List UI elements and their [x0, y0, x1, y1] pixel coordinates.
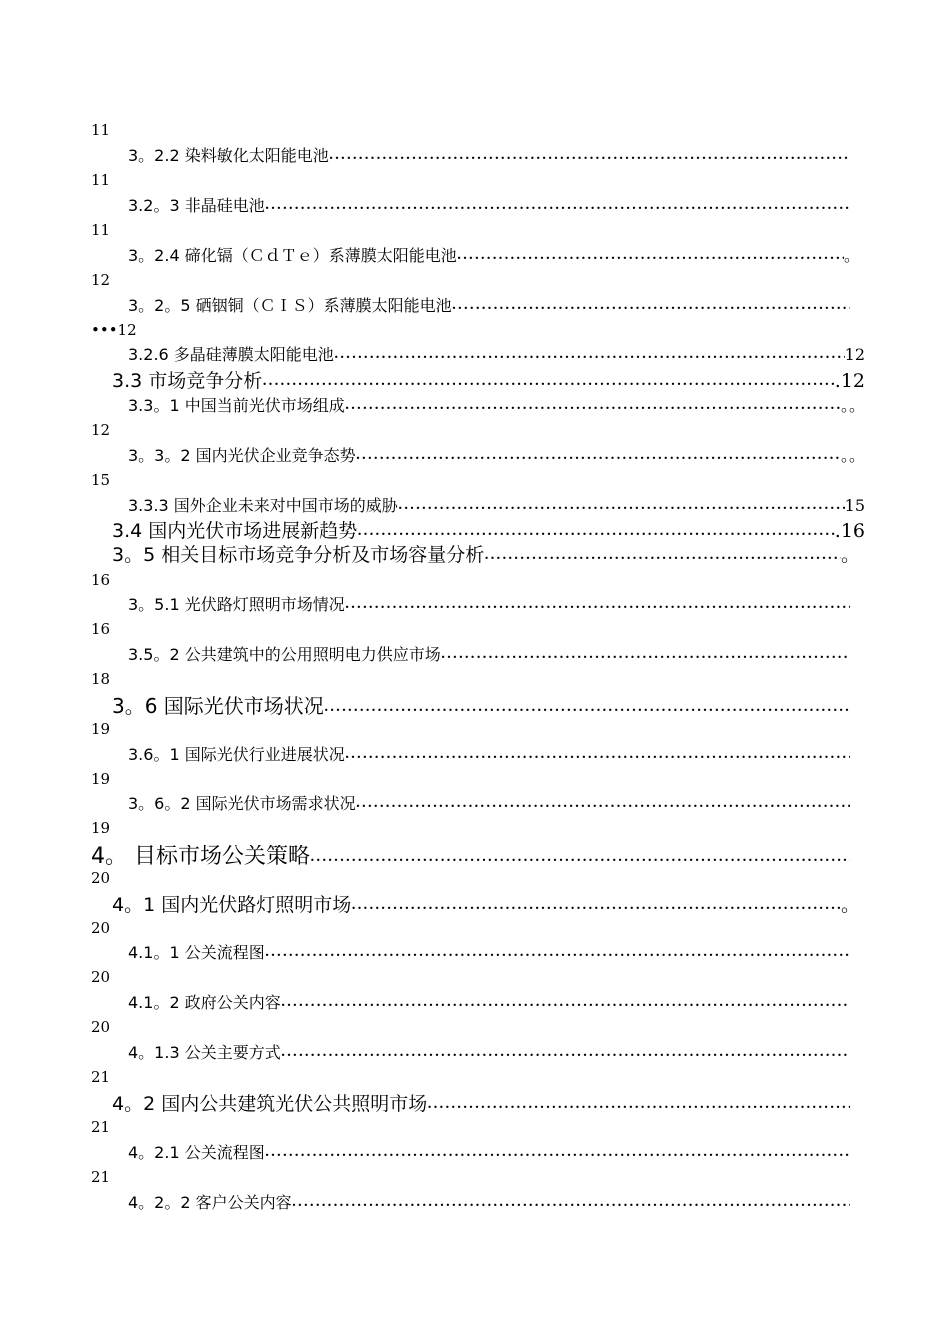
- toc-leader-dots: [281, 994, 850, 1012]
- toc-entry-page: 。: [843, 247, 860, 265]
- toc-entry-page: .16: [834, 521, 865, 542]
- page-number-line: 11: [91, 172, 111, 189]
- toc-entry[interactable]: [128, 447, 865, 465]
- toc-leader-dots: [345, 397, 841, 415]
- page-number-line: 19: [91, 721, 111, 738]
- toc-entry[interactable]: [128, 497, 865, 515]
- toc-entry-title: 3。5 相关目标市场竞争分析及市场容量分析: [112, 545, 485, 566]
- toc-leader-dots: [324, 695, 850, 717]
- toc-entry-title: 3.4 国内光伏市场进展新趋势: [112, 521, 358, 542]
- toc-leader-dots: [484, 545, 841, 566]
- toc-entry-title: 3.3.3 国外企业未来对中国市场的威胁: [128, 497, 398, 515]
- page-number-line: 20: [91, 920, 111, 937]
- page-number-line: 16: [91, 621, 111, 638]
- toc-entry-page: 12: [844, 346, 865, 364]
- toc-entry-page: .12: [834, 371, 865, 392]
- toc-entry-title: 3.3 市场竞争分析: [112, 371, 263, 392]
- toc-leader-dots: [356, 795, 850, 813]
- toc-entry-title: 4.1。2 政府公关内容: [128, 994, 281, 1012]
- toc-entry-title: 3.2。3 非晶硅电池: [128, 197, 265, 215]
- page-number-line: •••12: [91, 322, 137, 339]
- page-number-line: 21: [91, 1119, 111, 1136]
- toc-entry-title: 3。2。5 硒铟铜（ＣＩＳ）系薄膜太阳能电池: [128, 297, 452, 315]
- toc-leader-dots: [265, 1144, 850, 1162]
- toc-entry-title: 3。6。2 国际光伏市场需求状况: [128, 795, 356, 813]
- page-number-line: 18: [91, 671, 111, 688]
- toc-leader-dots: [292, 1194, 850, 1212]
- toc-entry-title: 3。3。2 国内光伏企业竞争态势: [128, 447, 356, 465]
- toc-leader-dots: [334, 346, 845, 364]
- page-number-line: 20: [91, 870, 111, 887]
- toc-entry-title: 3.5。2 公共建筑中的公用照明电力供应市场: [128, 646, 441, 664]
- toc-entry[interactable]: [128, 646, 850, 664]
- toc-entry-title: 3.6。1 国际光伏行业进展状况: [128, 746, 345, 764]
- toc-entry[interactable]: [128, 746, 850, 764]
- toc-entry[interactable]: [128, 397, 865, 415]
- toc-entry-title: 3。2.2 染料敏化太阳能电池: [128, 147, 329, 165]
- toc-entry-title: 4.1。1 公关流程图: [128, 944, 265, 962]
- page-number-line: 16: [91, 572, 111, 589]
- toc-leader-dots: [345, 746, 850, 764]
- toc-leader-dots: [398, 497, 845, 515]
- toc-entry[interactable]: [128, 247, 860, 265]
- toc-entry-title: 3。5.1 光伏路灯照明市场情况: [128, 596, 345, 614]
- toc-leader-dots: [457, 247, 844, 265]
- toc-entry[interactable]: [128, 1194, 850, 1212]
- toc-leader-dots: [329, 147, 850, 165]
- toc-entry[interactable]: [128, 994, 850, 1012]
- toc-leader-dots: [351, 895, 841, 916]
- toc-leader-dots: [262, 371, 835, 392]
- page-number-line: 12: [91, 422, 111, 439]
- toc-entry[interactable]: [112, 371, 865, 392]
- toc-leader-dots: [281, 1044, 850, 1062]
- toc-leader-dots: [345, 596, 850, 614]
- toc-leader-dots: [265, 197, 850, 215]
- toc-entry[interactable]: [128, 297, 850, 315]
- toc-entry-title: 4。 目标市场公关策略: [91, 845, 310, 869]
- toc-entry[interactable]: [91, 845, 850, 869]
- toc-entry-page: 。: [840, 895, 860, 916]
- page-number-line: 12: [91, 272, 111, 289]
- toc-entry[interactable]: [112, 1094, 850, 1115]
- toc-entry-page: 15: [844, 497, 865, 515]
- toc-leader-dots: [452, 297, 850, 315]
- toc-leader-dots: [310, 845, 850, 869]
- toc-leader-dots: [357, 521, 835, 542]
- toc-entry[interactable]: [112, 545, 860, 566]
- page-number-line: 11: [91, 222, 111, 239]
- toc-entry-title: 4。1 国内光伏路灯照明市场: [112, 895, 352, 916]
- toc-entry[interactable]: [112, 695, 850, 717]
- toc-entry-title: 3.2.6 多晶硅薄膜太阳能电池: [128, 346, 334, 364]
- toc-entry[interactable]: [128, 1144, 850, 1162]
- toc-entry[interactable]: [128, 1044, 850, 1062]
- toc-entry-title: 3。2.4 碲化镉（ＣｄＴｅ）系薄膜太阳能电池: [128, 247, 457, 265]
- toc-entry-title: 4。2 国内公共建筑光伏公共照明市场: [112, 1094, 428, 1115]
- page-number-line: 11: [91, 122, 111, 139]
- toc-entry-title: 4。1.3 公关主要方式: [128, 1044, 281, 1062]
- toc-entry[interactable]: [128, 346, 865, 364]
- toc-entry[interactable]: [128, 944, 850, 962]
- page-number-line: 21: [91, 1069, 111, 1086]
- toc-entry[interactable]: [112, 521, 865, 542]
- toc-entry-title: 4。2.1 公关流程图: [128, 1144, 265, 1162]
- toc-entry-page: 。。: [840, 447, 865, 465]
- page-number-line: 19: [91, 771, 111, 788]
- toc-leader-dots: [427, 1094, 850, 1115]
- toc-leader-dots: [356, 447, 841, 465]
- toc-leader-dots: [441, 646, 850, 664]
- toc-leader-dots: [265, 944, 850, 962]
- toc-entry[interactable]: [112, 895, 860, 916]
- page-number-line: 20: [91, 969, 111, 986]
- page-number-line: 15: [91, 472, 111, 489]
- toc-entry[interactable]: [128, 795, 850, 813]
- toc-entry-title: 4。2。2 客户公关内容: [128, 1194, 292, 1212]
- page-number-line: 21: [91, 1169, 111, 1186]
- toc-entry-page: 。: [840, 545, 860, 566]
- page-number-line: 20: [91, 1019, 111, 1036]
- toc-entry-page: 。。: [840, 397, 865, 415]
- page-number-line: 19: [91, 820, 111, 837]
- toc-entry-title: 3。6 国际光伏市场状况: [112, 695, 324, 717]
- toc-entry[interactable]: [128, 147, 850, 165]
- toc-entry[interactable]: [128, 197, 850, 215]
- toc-entry[interactable]: [128, 596, 850, 614]
- toc-entry-title: 3.3。1 中国当前光伏市场组成: [128, 397, 345, 415]
